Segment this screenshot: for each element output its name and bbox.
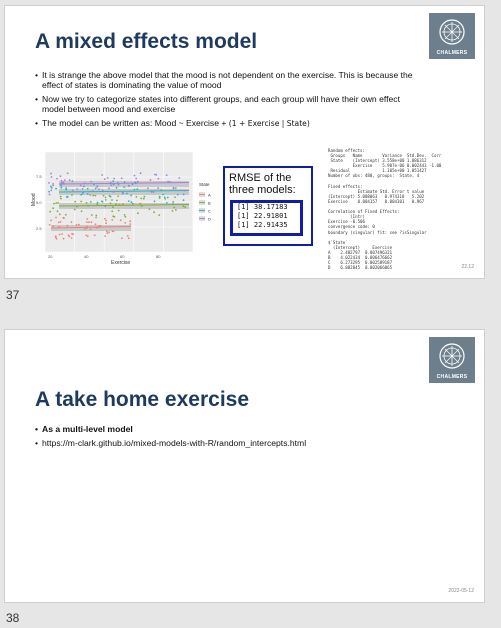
data-point — [82, 188, 84, 190]
data-point — [71, 194, 73, 196]
data-point — [134, 189, 136, 191]
data-point — [53, 203, 55, 205]
data-point — [67, 196, 69, 198]
slide-date: 22.12 — [461, 264, 474, 270]
bullet-item-formula — [35, 118, 424, 129]
data-point — [184, 206, 186, 208]
data-point — [111, 219, 113, 221]
data-point — [121, 237, 123, 239]
data-point — [83, 186, 85, 188]
data-point — [175, 187, 177, 189]
data-point — [80, 194, 82, 196]
data-point — [94, 195, 96, 197]
data-point — [173, 187, 175, 189]
data-point — [87, 205, 89, 207]
data-point — [116, 200, 118, 202]
data-point — [167, 197, 169, 199]
data-point — [153, 211, 155, 213]
r-model-output: Random effects: Groups Name Variance Std.Dev. Corr State (Intercept) 3.558e+00 1.886312 Exercise 5.907e-06 0.002443 -1.00 Residual 1.105e+00 1.051427 Number of obs: 480, groups: State, 4 Fixed effects: Estimate Std. Error t value (Intercept) 5.008063 0.974318 5.202 Exercise 0.004157 0.004301 0.967 Correlation of Fixed Effects: (Intr) Exercise -0.506 convergence code: 0 boundary (singular) fit: see ?isSingular $`State` (Intercept) Exercise A 2.482797 0.007496321 B 4.022434 0.006476662 C 6.273295 0.002589187 D 6.882845 0.002066065 — [328, 148, 442, 271]
y-tick-label: 2.5 — [36, 226, 42, 231]
data-point — [82, 193, 84, 195]
rmse-value: [1] 38.17183 — [237, 203, 288, 211]
x-axis-label: Exercise — [111, 260, 131, 266]
data-point — [110, 184, 112, 186]
data-point — [97, 202, 99, 204]
data-point — [63, 238, 65, 240]
slide-number: 38 — [6, 611, 20, 625]
data-point — [64, 179, 66, 181]
data-point — [61, 183, 63, 185]
data-point — [87, 193, 89, 195]
data-point — [71, 233, 73, 235]
data-point — [118, 210, 120, 212]
data-point — [96, 227, 98, 229]
data-point — [71, 237, 73, 239]
data-point — [117, 195, 119, 197]
data-point — [49, 194, 51, 196]
data-point — [88, 221, 90, 223]
data-point — [129, 220, 131, 222]
logo-text: CHALMERS — [436, 374, 468, 380]
data-point — [94, 234, 96, 236]
data-point — [173, 207, 175, 209]
data-point — [170, 181, 172, 183]
data-point — [177, 194, 179, 196]
data-point — [178, 177, 180, 179]
data-point — [93, 184, 95, 186]
data-point — [166, 174, 168, 176]
data-point — [183, 194, 185, 196]
data-point — [95, 188, 97, 190]
data-point — [55, 217, 57, 219]
data-point — [81, 210, 83, 212]
data-point — [91, 221, 93, 223]
data-point — [55, 202, 57, 204]
data-point — [116, 187, 118, 189]
data-point — [55, 188, 57, 190]
data-point — [60, 198, 62, 200]
slide-title: A mixed effects model — [35, 30, 258, 53]
data-point — [96, 186, 98, 188]
data-point — [140, 172, 142, 174]
data-point — [126, 193, 128, 195]
data-point — [105, 199, 107, 201]
data-point — [62, 217, 64, 219]
data-point — [76, 206, 78, 208]
data-point — [104, 178, 106, 180]
data-point — [132, 203, 134, 205]
data-point — [68, 234, 70, 236]
formula-prefix: The model can be written as: Mood ~ Exercise + — [42, 118, 229, 128]
x-tick-label: 80 — [156, 254, 161, 259]
data-point — [50, 220, 52, 222]
data-point — [50, 186, 52, 188]
data-point — [72, 180, 74, 182]
slide-38[interactable] — [4, 329, 485, 603]
data-point — [151, 191, 153, 193]
data-point — [66, 225, 68, 227]
data-point — [105, 197, 107, 199]
data-point — [150, 179, 152, 181]
data-point — [118, 204, 120, 206]
data-point — [172, 210, 174, 212]
scatter-plot — [29, 148, 225, 268]
data-point — [117, 182, 119, 184]
data-point — [67, 172, 69, 174]
data-point — [172, 201, 174, 203]
data-point — [182, 205, 184, 207]
data-point — [162, 194, 164, 196]
data-point — [48, 182, 50, 184]
data-point — [65, 214, 67, 216]
data-point — [72, 190, 74, 192]
data-point — [167, 181, 169, 183]
data-point — [109, 195, 111, 197]
data-point — [174, 196, 176, 198]
data-point — [71, 221, 73, 223]
data-point — [92, 190, 94, 192]
data-point — [86, 226, 88, 228]
data-point — [104, 205, 106, 207]
data-point — [52, 225, 54, 227]
data-point — [111, 199, 113, 201]
data-point — [130, 195, 132, 197]
data-point — [50, 189, 52, 191]
data-point — [124, 222, 126, 224]
data-point — [164, 198, 166, 200]
rmse-value: [1] 22.91801 — [237, 212, 288, 220]
data-point — [113, 191, 115, 193]
legend-label: B — [208, 200, 211, 206]
data-point — [89, 194, 91, 196]
legend-label: A — [208, 192, 211, 198]
bullet-item: • It is strange the above model that the mood is not dependent on the exercise. This is because the effect of states is dominating the value of mood — [35, 70, 424, 90]
bullet-list — [35, 70, 424, 133]
data-point — [84, 228, 86, 230]
y-tick-label: 5.0 — [36, 200, 42, 205]
data-point — [106, 230, 108, 232]
logo-text: CHALMERS — [436, 50, 468, 56]
data-point — [137, 181, 139, 183]
data-point — [101, 200, 103, 202]
data-point — [59, 214, 61, 216]
legend-title: State — [199, 182, 210, 187]
data-point — [91, 214, 93, 216]
data-point — [127, 235, 129, 237]
data-point — [129, 223, 131, 225]
data-point — [90, 201, 92, 203]
data-point — [80, 185, 82, 187]
data-point — [52, 207, 54, 209]
legend-label: D — [208, 216, 211, 222]
chalmers-logo — [429, 337, 475, 383]
bullet-item: • As a multi-level model — [35, 424, 424, 434]
formula-text: (1 + Exercise | State) — [228, 119, 310, 128]
data-point — [101, 174, 103, 176]
data-point — [74, 201, 76, 203]
data-point — [58, 222, 60, 224]
slide-number: 37 — [6, 288, 20, 302]
data-point — [90, 181, 92, 183]
data-point — [104, 218, 106, 220]
data-point — [76, 188, 78, 190]
data-point — [144, 196, 146, 198]
data-point — [98, 188, 100, 190]
data-point — [92, 195, 94, 197]
data-point — [61, 187, 63, 189]
chalmers-logo — [429, 13, 475, 59]
slide-title: A take home exercise — [35, 388, 250, 411]
data-point — [124, 216, 126, 218]
data-point — [103, 195, 105, 197]
data-point — [136, 196, 138, 198]
data-point — [143, 198, 145, 200]
data-point — [122, 193, 124, 195]
data-point — [90, 228, 92, 230]
data-point — [128, 185, 130, 187]
rmse-values — [230, 200, 303, 236]
data-point — [58, 226, 60, 228]
data-point — [104, 235, 106, 237]
data-point — [48, 191, 50, 193]
bullet-item: • Now we try to categorize states into different groups, and each group will have their own effect model between mood and exercise — [35, 94, 424, 114]
data-point — [69, 179, 71, 181]
data-point — [86, 218, 88, 220]
data-point — [106, 232, 108, 234]
data-point — [86, 221, 88, 223]
data-point — [172, 203, 174, 205]
data-point — [164, 196, 166, 198]
data-point — [124, 214, 126, 216]
data-point — [139, 203, 141, 205]
legend — [199, 192, 211, 222]
data-point — [49, 224, 51, 226]
data-point — [131, 201, 133, 203]
data-point — [175, 209, 177, 211]
data-point — [113, 178, 115, 180]
data-point — [76, 224, 78, 226]
x-tick-label: 40 — [84, 254, 89, 259]
data-point — [122, 203, 124, 205]
data-point — [86, 202, 88, 204]
data-point — [80, 201, 82, 203]
data-point — [123, 186, 125, 188]
data-point — [49, 211, 51, 213]
data-point — [113, 184, 115, 186]
data-point — [136, 188, 138, 190]
data-point — [159, 196, 161, 198]
data-point — [115, 203, 117, 205]
data-point — [87, 188, 89, 190]
data-point — [111, 210, 113, 212]
data-point — [158, 178, 160, 180]
data-point — [114, 216, 116, 218]
data-point — [112, 206, 114, 208]
data-point — [112, 180, 114, 182]
data-point — [134, 182, 136, 184]
data-point — [63, 182, 65, 184]
data-point — [61, 233, 63, 235]
data-point — [51, 176, 53, 178]
y-tick-label: 7.5 — [36, 174, 42, 179]
data-point — [166, 202, 168, 204]
data-point — [121, 177, 123, 179]
x-tick-label: 60 — [120, 254, 125, 259]
data-point — [59, 234, 61, 236]
data-point — [134, 175, 136, 177]
data-point — [147, 187, 149, 189]
data-point — [74, 209, 76, 211]
data-point — [154, 200, 156, 202]
bullet-list — [35, 424, 424, 452]
data-point — [95, 223, 97, 225]
data-point — [65, 187, 67, 189]
data-point — [52, 185, 54, 187]
data-point — [120, 219, 122, 221]
slide-37[interactable] — [4, 5, 485, 279]
data-point — [118, 184, 120, 186]
data-point — [50, 173, 52, 175]
data-point — [56, 178, 58, 180]
data-point — [112, 230, 114, 232]
data-point — [110, 182, 112, 184]
rmse-callout — [223, 166, 313, 246]
data-point — [158, 214, 160, 216]
data-point — [78, 224, 80, 226]
data-point — [84, 183, 86, 185]
data-point — [135, 178, 137, 180]
data-point — [124, 181, 126, 183]
data-point — [57, 210, 59, 212]
data-point — [141, 205, 143, 207]
data-point — [87, 235, 89, 237]
data-point — [128, 200, 130, 202]
data-point — [60, 175, 62, 177]
data-point — [161, 189, 163, 191]
data-point — [149, 208, 151, 210]
data-point — [155, 174, 157, 176]
bullet-link[interactable]: • https://m-clark.github.io/mixed-models-with-R/random_intercepts.html — [35, 438, 424, 448]
data-point — [140, 198, 142, 200]
data-point — [183, 190, 185, 192]
slide-date: 2022-05-12 — [448, 588, 474, 594]
data-point — [108, 188, 110, 190]
data-point — [153, 191, 155, 193]
data-point — [60, 196, 62, 198]
rmse-value: [1] 22.91435 — [237, 221, 288, 229]
data-point — [99, 225, 101, 227]
data-point — [107, 177, 109, 179]
data-point — [57, 202, 59, 204]
data-point — [157, 187, 159, 189]
data-point — [110, 202, 112, 204]
scatter-plot-svg — [29, 148, 225, 268]
data-point — [95, 217, 97, 219]
data-point — [98, 226, 100, 228]
data-point — [96, 203, 98, 205]
data-point — [60, 221, 62, 223]
data-point — [132, 183, 134, 185]
data-point — [61, 180, 63, 182]
rmse-title: RMSE of the three models: — [229, 172, 296, 196]
y-axis-label: Mood — [31, 193, 37, 206]
data-point — [128, 237, 130, 239]
data-point — [56, 238, 58, 240]
data-point — [105, 222, 107, 224]
data-point — [95, 215, 97, 217]
data-point — [137, 212, 139, 214]
data-point — [183, 199, 185, 201]
x-tick-label: 20 — [48, 254, 53, 259]
data-point — [102, 190, 104, 192]
data-point — [108, 231, 110, 233]
legend-label: C — [208, 208, 211, 214]
data-point — [105, 220, 107, 222]
